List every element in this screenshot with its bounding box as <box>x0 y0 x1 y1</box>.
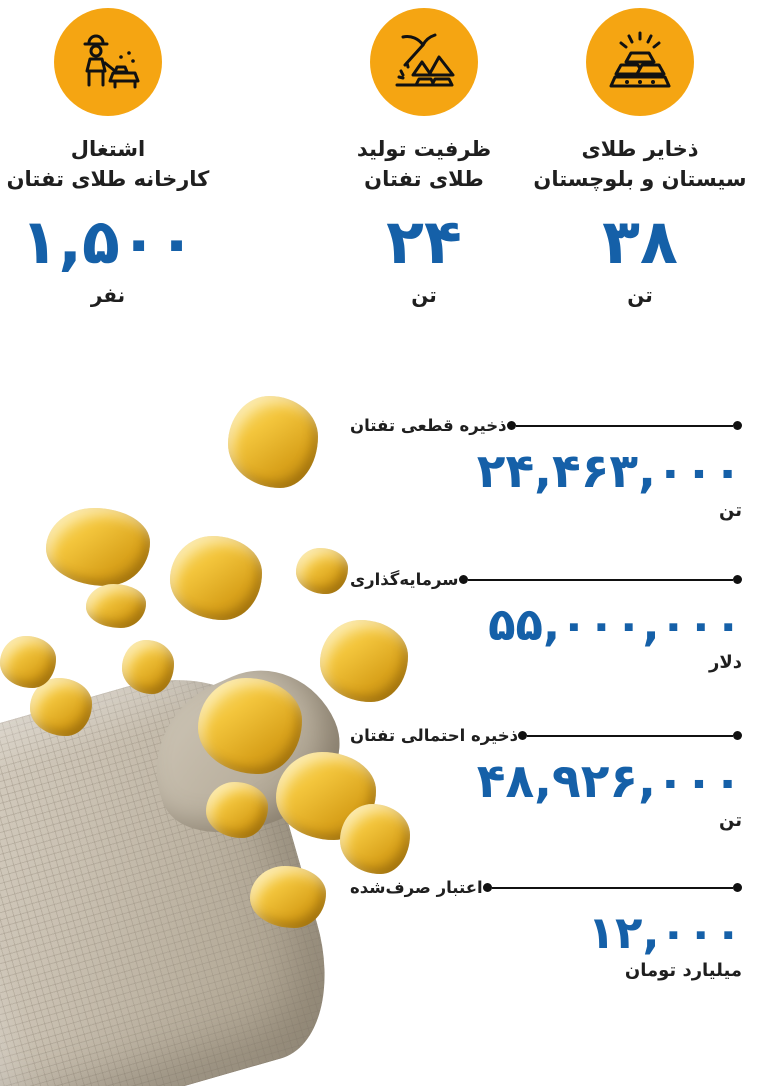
stat-card-employment <box>0 0 216 307</box>
stat-title-line1: اشتغال <box>70 137 146 161</box>
stat-title-line2: سیستان و بلوچستان <box>533 167 747 192</box>
stat-value: ۱,۵۰۰ <box>20 204 196 278</box>
leader-dot-start <box>483 883 492 892</box>
stat-title-line1: ظرفیت تولید <box>356 137 492 161</box>
leader-line <box>459 575 742 584</box>
leader-dot-end <box>733 421 742 430</box>
stat-card-production-capacity <box>316 0 532 307</box>
gold-nugget <box>206 782 268 838</box>
callout-label: سرمایه‌گذاری <box>350 570 459 589</box>
callouts-list <box>340 378 760 1086</box>
stat-title <box>7 134 210 195</box>
callout-probable-reserve <box>342 726 742 831</box>
gold-nugget <box>198 678 302 774</box>
leader-dot-start <box>507 421 516 430</box>
leader-dot-start <box>459 575 468 584</box>
callout-value: ۵۵,۰۰۰,۰۰۰ <box>488 598 742 651</box>
callout-head <box>342 878 742 897</box>
callout-label: ذخیره قطعی تفتان <box>350 416 507 435</box>
stats-row <box>0 0 760 380</box>
gold-nugget <box>228 396 318 488</box>
leader-line <box>518 731 742 740</box>
callout-spent-credit <box>342 878 742 981</box>
stat-title <box>357 134 491 195</box>
gold-nugget <box>86 584 146 628</box>
callout-label: اعتبار صرف‌شده <box>350 878 483 897</box>
callout-head <box>342 570 742 589</box>
mining-pickaxe-icon <box>370 8 478 116</box>
bottom-section <box>0 378 760 1086</box>
leader-dot-end <box>733 731 742 740</box>
gold-nugget <box>250 866 326 928</box>
stat-unit: تن <box>411 282 437 307</box>
stat-value: ۳۸ <box>602 204 678 278</box>
stat-unit: تن <box>627 282 653 307</box>
stat-title <box>533 134 746 195</box>
stat-unit: نفر <box>90 282 126 307</box>
stat-title-line2: طلای تفتان <box>364 167 484 192</box>
leader-line-segment <box>492 887 733 889</box>
leader-dot-start <box>518 731 527 740</box>
stat-title-line2: کارخانه طلای تفتان <box>6 167 210 192</box>
callout-unit: تن <box>719 500 742 522</box>
leader-line <box>507 421 742 430</box>
leader-line-segment <box>516 425 733 427</box>
leader-line-segment <box>468 579 733 581</box>
callout-unit: تن <box>719 810 742 832</box>
leader-line <box>483 883 742 892</box>
gold-nugget <box>122 640 174 694</box>
callout-unit: دلار <box>708 652 742 674</box>
gold-bars-icon <box>586 8 694 116</box>
callout-value: ۲۴,۴۶۳,۰۰۰ <box>476 444 742 499</box>
callout-value: ۱۲,۰۰۰ <box>587 906 742 959</box>
stat-title-line1: ذخایر طلای <box>581 137 699 161</box>
gold-nugget <box>170 536 262 620</box>
callout-label: ذخیره احتمالی تفتان <box>350 726 519 745</box>
callout-value: ۴۸,۹۲۶,۰۰۰ <box>476 754 742 809</box>
callout-unit: میلیارد تومان <box>624 960 742 982</box>
callout-head <box>342 416 742 435</box>
callout-head <box>342 726 742 745</box>
stat-value: ۲۴ <box>386 204 462 278</box>
stat-card-gold-reserves <box>532 0 748 307</box>
gold-nugget <box>46 508 150 586</box>
leader-dot-end <box>733 575 742 584</box>
gold-nugget <box>0 636 56 688</box>
callout-investment <box>342 570 742 673</box>
leader-dot-end <box>733 883 742 892</box>
worker-gold-table-icon <box>54 8 162 116</box>
leader-line-segment <box>527 735 733 737</box>
callout-proven-reserve <box>342 416 742 521</box>
